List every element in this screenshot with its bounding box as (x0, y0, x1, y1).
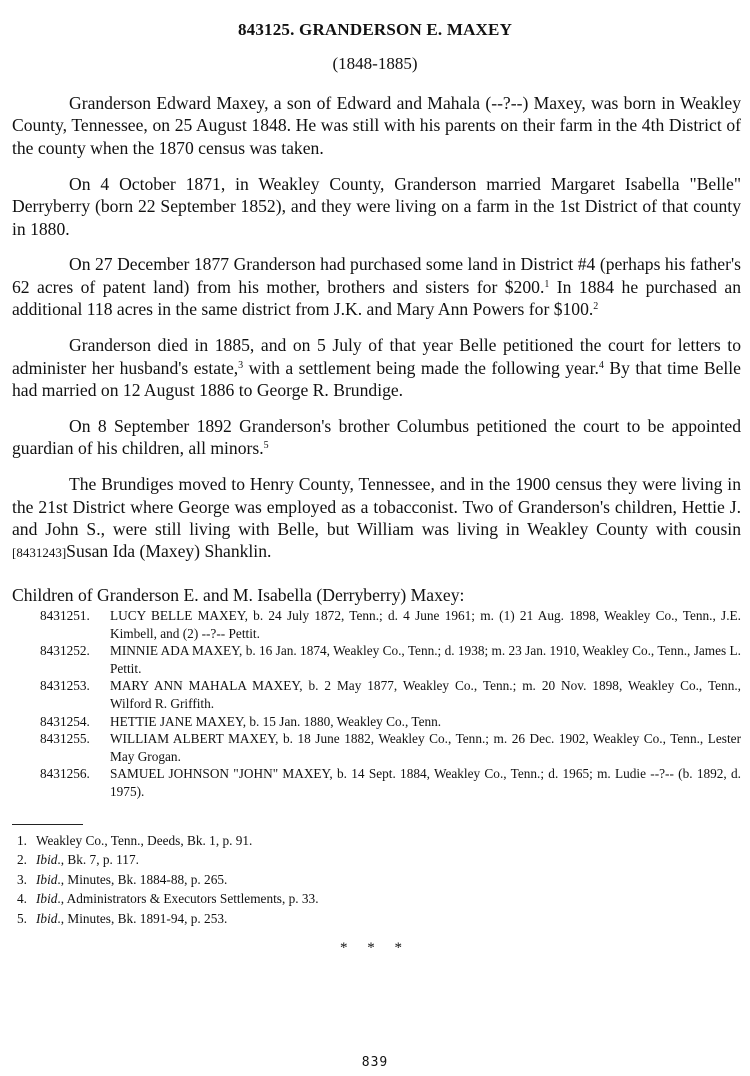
paragraph-2 (12, 173, 741, 240)
footnote-text: ., Administrators & Executors Settlements, p. 33. (57, 891, 319, 907)
page-title: 843125. GRANDERSON E. MAXEY (237, 20, 513, 39)
child-details: MARY ANN MAHALA MAXEY, b. 2 May 1877, Weakley Co., Tenn.; m. 20 Nov. 1898, Weakley Co., Tenn., Wilford R. Griffith. (110, 678, 741, 711)
paragraph-3-text-b: In 1884 he purchased an additional 118 acres in the same district from J.K. and Mary Ann Powers for $100. (12, 276, 741, 320)
child-entry (40, 642, 741, 677)
footnote-ibid: Ibid (36, 910, 58, 926)
footnote-number: 5. (17, 910, 27, 926)
section-separator: * * * (340, 940, 410, 956)
footnote (17, 909, 737, 928)
paragraph-4-text-c: By that time Belle had married on 12 August 1886 to George R. Brundige. (12, 357, 741, 400)
footnote (17, 850, 737, 869)
child-number: 8431255. (40, 731, 90, 747)
child-details: WILLIAM ALBERT MAXEY, b. 18 June 1882, Weakley Co., Tenn.; m. 26 Dec. 1902, Weakley Co., Tenn., Lester May Grogan. (110, 731, 741, 764)
footnote-number: 3. (17, 871, 27, 887)
footnote-ibid: Ibid (36, 871, 58, 887)
page-number: 839 (361, 1055, 389, 1070)
footnote-divider (12, 824, 83, 825)
child-number: 8431252. (40, 643, 90, 659)
child-number: 8431256. (40, 766, 90, 782)
footnote-ref-4: 4 (598, 359, 604, 371)
footnote-text: ., Minutes, Bk. 1891-94, p. 253. (57, 910, 228, 926)
paragraph-4 (12, 334, 741, 401)
footnote-number: 4. (17, 891, 27, 907)
paragraph-1 (12, 92, 741, 159)
footnote (17, 870, 737, 889)
child-details: MINNIE ADA MAXEY, b. 16 Jan. 1874, Weakley Co., Tenn.; d. 1938; m. 23 Jan. 1910, Weakley Co., Tenn., James L. Pettit. (110, 643, 741, 676)
child-entry (40, 607, 741, 642)
paragraph-1-text: Granderson Edward Maxey, a son of Edward and Mahala (--?--) Maxey, was born in Weakley County, Tennessee, on 25 August 1848. He was still with his parents on their farm in the 4th District of the county when the 1870 census was taken. (12, 93, 741, 158)
footnote-ibid: Ibid (36, 852, 58, 868)
footnote-ref-3: 3 (238, 359, 244, 371)
cross-reference-number: [8431243] (12, 545, 67, 561)
footnote-number: 1. (17, 833, 27, 848)
child-details: HETTIE JANE MAXEY, b. 15 Jan. 1880, Weakley Co., Tenn. (110, 713, 442, 729)
child-number: 8431251. (40, 608, 90, 623)
child-details: SAMUEL JOHNSON "JOHN" MAXEY, b. 14 Sept. 1884, Weakley Co., Tenn.; d. 1965; m. Ludie --?-- (b. 1892, d. 1975). (110, 766, 741, 799)
footnote-text: Weakley Co., Tenn., Deeds, Bk. 1, p. 91. (36, 833, 253, 848)
footnote (17, 889, 737, 908)
footnote-ibid: Ibid (36, 891, 58, 907)
child-details: LUCY BELLE MAXEY, b. 24 July 1872, Tenn.; d. 4 June 1961; m. (1) 21 Aug. 1898, Weakley Co., Tenn., J.E. Kimbell, and (2) --?-- Pettit. (110, 608, 741, 641)
paragraph-5 (12, 415, 741, 460)
footnote-ref-2: 2 (593, 301, 599, 313)
child-entry (40, 677, 741, 712)
child-entry (40, 730, 741, 765)
biography-text (12, 92, 741, 578)
child-entry (40, 765, 741, 800)
child-number: 8431254. (40, 713, 90, 729)
paragraph-4-text-b: with a settlement being made the following year. (243, 357, 599, 378)
footnote-ref-5: 5 (263, 440, 269, 452)
footnote-number: 2. (17, 852, 27, 868)
footnote-ref-1: 1 (544, 278, 550, 290)
life-dates: (1848-1885) (332, 54, 418, 73)
paragraph-4-text-a: Granderson died in 1885, and on 5 July of that year Belle petitioned the court for letters to administer her husband's estate, (12, 335, 741, 378)
paragraph-5-text: On 8 September 1892 Granderson's brother Columbus petitioned the court to be appointed guardian of his children, all minors. (12, 415, 741, 459)
child-entry (40, 713, 741, 731)
footnote (17, 831, 737, 850)
paragraph-6-text-a: The Brundiges moved to Henry County, Tennessee, and in the 1900 census they were living in the 21st District where George was employed as a tobacconist. Two of Granderson's children, Hettie J. and John S., were still living with Belle, but William was living in Weakley County with cousin (12, 474, 741, 539)
children-list (40, 607, 741, 801)
footnote-text: ., Bk. 7, p. 117. (57, 852, 139, 868)
paragraph-6-text-b: Susan Ida (Maxey) Shanklin. (66, 541, 272, 562)
paragraph-6 (12, 473, 741, 565)
paragraph-3 (12, 253, 741, 320)
paragraph-3-text-a: On 27 December 1877 Granderson had purchased some land in District #4 (perhaps his father's 62 acres of patent land) from his mother, brothers and sisters for $200. (12, 254, 741, 297)
paragraph-2-text: On 4 October 1871, in Weakley County, Granderson married Margaret Isabella "Belle" Derryberry (born 22 September 1852), and they were living on a farm in the 1st District of that county in 1880. (12, 173, 741, 239)
footnotes (17, 831, 737, 928)
children-heading: Children of Granderson E. and M. Isabella (Derryberry) Maxey: (12, 585, 465, 605)
footnote-text: ., Minutes, Bk. 1884-88, p. 265. (57, 871, 228, 887)
child-number: 8431253. (40, 678, 90, 694)
